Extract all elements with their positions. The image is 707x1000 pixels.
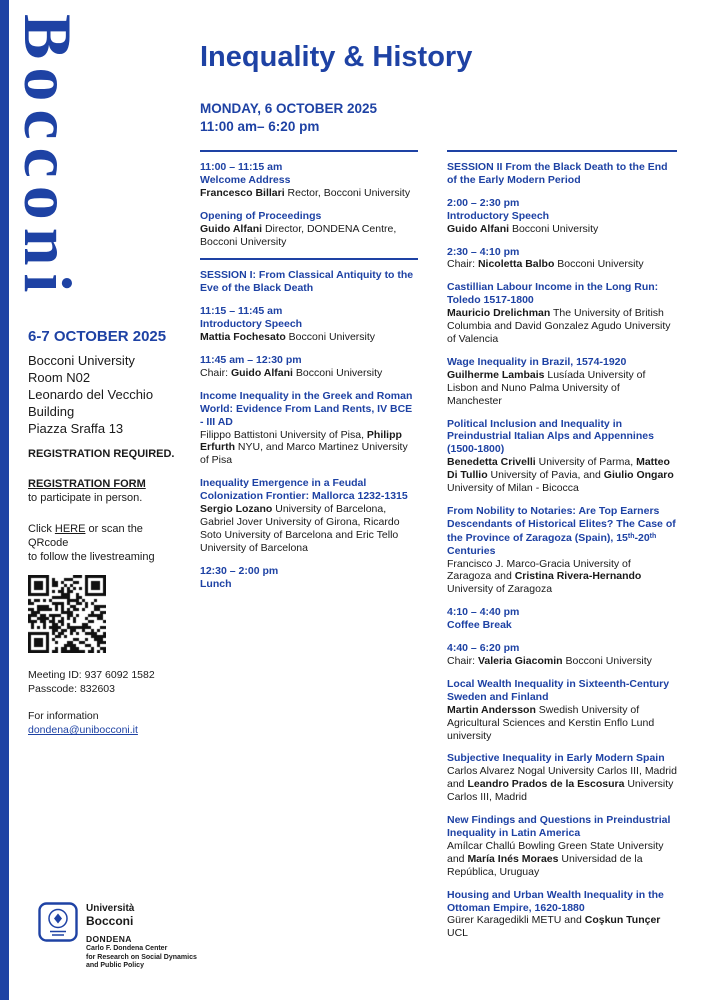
text-segment: Nicoletta Balbo bbox=[477, 258, 555, 271]
text-segment: Director, DONDENA Centre, Bocconi University bbox=[200, 222, 397, 248]
program-line bbox=[447, 161, 677, 187]
program-line bbox=[447, 210, 677, 223]
text-segment: Mattia Fochesato bbox=[200, 331, 286, 344]
program-line bbox=[447, 456, 677, 495]
text-segment: Chair: bbox=[447, 258, 478, 271]
text-segment: Wage Inequality in Brazil, 1574-1920 bbox=[447, 355, 627, 368]
program-entry bbox=[200, 210, 418, 249]
venue-line: Bocconi University bbox=[28, 353, 135, 368]
page-title: Inequality & History bbox=[200, 41, 473, 73]
program-line bbox=[200, 578, 418, 591]
program-entry bbox=[447, 642, 677, 668]
logo-center-line: Carlo F. Dondena Center bbox=[86, 945, 168, 952]
text-segment: The University of British Columbia and David Gonzalez Agudo University of Valencia bbox=[447, 307, 671, 345]
program-entry bbox=[200, 390, 418, 467]
text-segment: Gürer Karagedikli METU and bbox=[447, 914, 585, 927]
logo-center-line: and Public Policy bbox=[86, 962, 144, 970]
text-segment: 2:30 – 4:10 pm bbox=[447, 245, 520, 258]
logo-bocconi: Bocconi bbox=[86, 914, 134, 928]
text-segment: Cristina Rivera-Hernando bbox=[514, 570, 642, 583]
event-datetime bbox=[200, 100, 377, 135]
program-column-left bbox=[200, 150, 418, 600]
text-segment: Coffee Break bbox=[447, 619, 512, 632]
program-entry bbox=[200, 354, 418, 380]
text-segment: Guilherme Lambais bbox=[447, 368, 545, 381]
event-date-line: MONDAY, 6 OCTOBER 2025 bbox=[200, 101, 378, 116]
text-segment: Subjective Inequality in Early Modern Spain bbox=[447, 752, 665, 765]
text-segment: Introductory Speech bbox=[200, 318, 303, 331]
text-segment: SESSION I: From Classical Antiquity to the Eve of the Black Death bbox=[200, 269, 414, 295]
text-segment: Leandro Prados de la Escosura bbox=[467, 778, 625, 791]
program-line bbox=[200, 223, 418, 249]
program-block bbox=[447, 150, 677, 940]
livestream-block bbox=[28, 522, 182, 564]
program-entry bbox=[447, 889, 677, 941]
text-segment: Castillian Labour Income in the Long Run: Toledo 1517-1800 bbox=[447, 281, 659, 307]
logo-center-line: for Research on Social Dynamics bbox=[86, 953, 197, 961]
bocconi-wordmark: Bocconi bbox=[10, 14, 86, 301]
text-segment: Philipp Erfurth bbox=[200, 428, 402, 454]
info-label: For information bbox=[28, 710, 99, 722]
text-segment: Martin Andersson bbox=[447, 703, 536, 716]
text-segment: Amílcar Challú Bowling Green State University and bbox=[447, 839, 664, 865]
program-line bbox=[200, 161, 418, 174]
program-line bbox=[200, 331, 418, 344]
program-entry bbox=[447, 246, 677, 272]
program-column-right bbox=[447, 150, 677, 950]
program-entry bbox=[447, 678, 677, 743]
program-line bbox=[447, 223, 677, 236]
section-rule bbox=[447, 150, 677, 152]
text-segment: Universidad de la República, Uruguay bbox=[447, 852, 643, 878]
program-line bbox=[447, 369, 677, 408]
program-entry bbox=[200, 269, 418, 295]
logo-text bbox=[86, 902, 197, 971]
sidebar bbox=[28, 328, 182, 737]
livestream-text: Click bbox=[28, 523, 55, 535]
text-segment: 4:10 – 4:40 pm bbox=[447, 606, 520, 619]
text-segment: Chair: bbox=[200, 366, 231, 379]
text-segment: Political Inclusion and Inequality in Preindustrial Italian Alps and Appennines (1500-1800) bbox=[447, 417, 654, 456]
program-line bbox=[447, 814, 677, 840]
left-blue-stripe bbox=[0, 0, 9, 1000]
program-line bbox=[447, 281, 677, 307]
program-line bbox=[200, 174, 418, 187]
text-segment: Matteo Di Tullio bbox=[447, 456, 670, 482]
program-entry bbox=[447, 606, 677, 632]
text-segment: Lunch bbox=[200, 577, 232, 590]
program-line bbox=[447, 765, 677, 804]
text-segment: Housing and Urban Wealth Inequality in the Ottoman Empire, 1620-1880 bbox=[447, 888, 664, 914]
text-segment: 4:40 – 6:20 pm bbox=[447, 642, 520, 655]
text-segment: University of Zaragoza bbox=[447, 583, 553, 596]
program-block bbox=[200, 150, 418, 248]
program-line bbox=[447, 197, 677, 210]
section-rule bbox=[200, 258, 418, 260]
bocconi-logo-block bbox=[38, 902, 197, 971]
program-line bbox=[200, 318, 418, 331]
text-segment: New Findings and Questions in Preindustrial Inequality in Latin America bbox=[447, 814, 671, 839]
text-segment: Benedetta Crivelli bbox=[447, 456, 536, 469]
program-line bbox=[447, 558, 677, 597]
text-segment: Rector, Bocconi University bbox=[284, 186, 411, 199]
text-segment: Centuries bbox=[447, 544, 496, 557]
program-line bbox=[447, 606, 677, 619]
program-line bbox=[200, 305, 418, 318]
text-segment: Francisco J. Marco-Gracia University of Zaragoza and bbox=[447, 557, 631, 583]
program-line bbox=[200, 354, 418, 367]
livestream-text: to follow the livestreaming bbox=[28, 551, 155, 563]
program-line bbox=[200, 503, 418, 555]
program-line bbox=[447, 655, 677, 668]
text-segment: th bbox=[649, 532, 657, 540]
program-block bbox=[200, 258, 418, 590]
livestream-link[interactable]: HERE bbox=[54, 523, 86, 535]
program-line bbox=[447, 246, 677, 259]
program-entry bbox=[447, 814, 677, 879]
text-segment: Francesco Billari bbox=[200, 186, 285, 199]
text-segment: 2:00 – 2:30 pm bbox=[447, 196, 520, 209]
program-line bbox=[447, 704, 677, 743]
program-entry bbox=[200, 305, 418, 344]
text-segment: Mauricio Drelichman bbox=[447, 307, 551, 320]
program-line bbox=[200, 477, 418, 503]
program-line bbox=[200, 187, 418, 200]
text-segment: 11:15 – 11:45 am bbox=[200, 305, 283, 318]
text-segment: Guido Alfani bbox=[447, 222, 510, 235]
program-line bbox=[447, 678, 677, 704]
program-line bbox=[447, 619, 677, 632]
logo-dondena: DONDENA bbox=[86, 934, 132, 944]
text-segment: 11:45 am – 12:30 pm bbox=[200, 353, 302, 366]
program-entry bbox=[200, 565, 418, 591]
text-segment: University of Pavia, and bbox=[487, 469, 604, 482]
program-entry bbox=[447, 197, 677, 236]
registration-required-note: REGISTRATION REQUIRED. bbox=[28, 448, 175, 460]
text-segment: Local Wealth Inequality in Sixteenth-Century Sweden and Finland bbox=[447, 677, 670, 703]
livestream-text: or scan the QRcode bbox=[28, 523, 143, 549]
registration-form-link[interactable]: REGISTRATION FORM bbox=[28, 478, 146, 490]
bocconi-logo bbox=[38, 902, 78, 942]
text-segment: María Inés Moraes bbox=[467, 852, 559, 865]
text-segment: Filippo Battistoni University of Pisa, bbox=[200, 428, 367, 441]
text-segment: Bocconi University bbox=[292, 366, 383, 379]
meeting-credentials bbox=[28, 668, 182, 696]
text-segment: University of Parma, bbox=[535, 456, 637, 469]
passcode: Passcode: 832603 bbox=[28, 683, 115, 695]
program-line bbox=[447, 356, 677, 369]
program-line bbox=[447, 307, 677, 346]
program-entry bbox=[447, 281, 677, 346]
program-line bbox=[200, 367, 418, 380]
event-time-line: 11:00 am– 6:20 pm bbox=[200, 118, 320, 134]
text-segment: -20 bbox=[634, 531, 650, 544]
program-entry bbox=[447, 752, 677, 804]
program-line bbox=[447, 258, 677, 271]
text-segment: UCL bbox=[447, 927, 469, 940]
text-segment: 12:30 – 2:00 pm bbox=[200, 564, 279, 577]
registration-form-block bbox=[28, 477, 182, 505]
program-line bbox=[447, 914, 677, 940]
section-rule bbox=[200, 150, 418, 152]
event-dates: 6-7 OCTOBER 2025 bbox=[28, 328, 167, 345]
text-segment: SESSION II From the Black Death to the End of the Early Modern Period bbox=[447, 161, 668, 186]
program-line bbox=[447, 505, 677, 558]
program-line bbox=[200, 210, 418, 223]
program-line bbox=[200, 390, 418, 429]
text-segment: Bocconi University bbox=[562, 655, 652, 667]
text-segment: NYU, and Marco Martinez University of Pisa bbox=[200, 441, 408, 467]
venue-address bbox=[28, 352, 182, 437]
program-line bbox=[200, 269, 418, 295]
meeting-id: Meeting ID: 937 6092 1582 bbox=[28, 669, 155, 681]
text-segment: Bocconi University bbox=[285, 331, 376, 344]
program-line bbox=[200, 429, 418, 468]
text-segment: Sergio Lozano bbox=[200, 503, 273, 516]
program-line bbox=[447, 642, 677, 655]
text-segment: Guido Alfani bbox=[200, 222, 263, 235]
text-segment: Welcome Address bbox=[200, 173, 291, 186]
text-segment: University of Barcelona, Gabriel Jover University of Girona, Ricardo Soto University of Barcelona and Eric Tello University of Barcelona bbox=[200, 503, 400, 554]
text-segment: Swedish University of Agricultural Sciences and Kerstin Enflo Lund university bbox=[447, 703, 655, 742]
text-segment: Introductory Speech bbox=[447, 209, 550, 222]
program-entry bbox=[447, 356, 677, 408]
program-line bbox=[200, 565, 418, 578]
program-line bbox=[447, 418, 677, 457]
text-segment: 11:00 – 11:15 am bbox=[200, 161, 283, 173]
program-line bbox=[447, 840, 677, 879]
text-segment: Bocconi University bbox=[509, 222, 599, 235]
program-entry bbox=[447, 161, 677, 187]
text-segment: Guido Alfani bbox=[230, 366, 293, 379]
text-segment: University Carlos III, Madrid bbox=[447, 778, 674, 804]
text-segment: Lusíada University of Lisbon and Nuno Palma University of Manchester bbox=[447, 368, 646, 407]
qr-code bbox=[28, 575, 106, 653]
text-segment: th bbox=[627, 532, 635, 540]
venue-line: Leonardo del Vecchio bbox=[28, 387, 154, 402]
program-line bbox=[447, 752, 677, 765]
info-email-link[interactable]: dondena@unibocconi.it bbox=[28, 724, 138, 736]
text-segment: From Nobility to Notaries: Are Top Earners Descendants of Historical Elites? The Case of the Province of Zaragoza (Spain), 15 bbox=[447, 504, 676, 544]
text-segment: Chair: bbox=[447, 655, 478, 667]
program-entry bbox=[447, 418, 677, 495]
text-segment: Giulio Ongaro bbox=[603, 469, 674, 482]
program-entry bbox=[447, 505, 677, 596]
text-segment: Coşkun Tunçer bbox=[584, 914, 661, 927]
program-entry bbox=[200, 477, 418, 554]
text-segment: Carlos Alvarez Nogal University Carlos III, Madrid and bbox=[447, 765, 677, 791]
text-segment: University of Milan - Bicocca bbox=[447, 482, 579, 495]
venue-line: Building bbox=[28, 404, 75, 419]
registration-form-note: to participate in person. bbox=[28, 492, 143, 504]
program-line bbox=[447, 889, 677, 915]
text-segment: Income Inequality in the Greek and Roman World: Evidence From Land Rents, IV BCE - III AD bbox=[200, 389, 413, 428]
text-segment: Opening of Proceedings bbox=[200, 209, 322, 222]
text-segment: Bocconi University bbox=[554, 258, 644, 271]
contact-block bbox=[28, 709, 182, 737]
venue-line: Piazza Sraffa 13 bbox=[28, 421, 124, 436]
text-segment: Valeria Giacomin bbox=[477, 655, 563, 667]
text-segment: Inequality Emergence in a Feudal Colonization Frontier: Mallorca 1232-1315 bbox=[200, 477, 408, 503]
logo-universita: Università bbox=[86, 903, 135, 914]
program-entry bbox=[200, 161, 418, 200]
venue-line: Room N02 bbox=[28, 370, 91, 385]
